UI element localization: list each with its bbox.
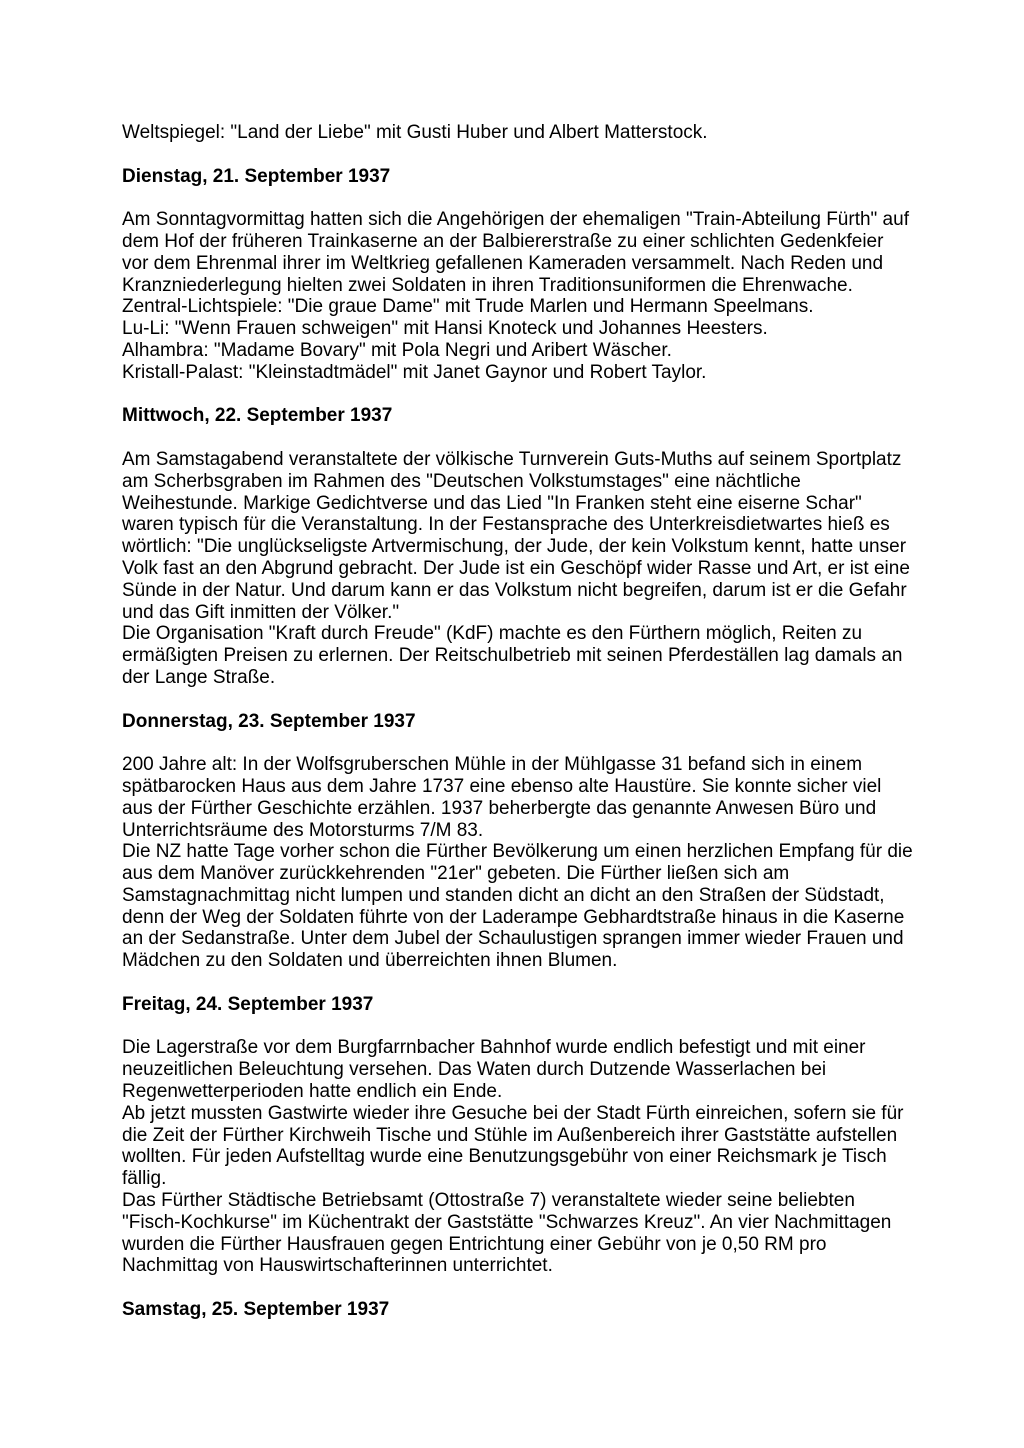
date-heading: Mittwoch, 22. September 1937 [122,405,393,427]
paragraph [122,209,914,383]
date-heading: Freitag, 24. September 1937 [122,993,374,1015]
text-line: Die NZ hatte Tage vorher schon die Fürther Bevölkerung um einen herzlichen Empfang für die aus dem Manöver zurückkehrenden "21er" gebeten. Die Fürther ließen sich am Samstagnachmittag nicht lumpen und standen dicht an dicht an den Straßen der Südstadt, denn der Weg der Soldaten führte von der Laderampe Gebhardtstraße hinaus in die Kaserne an der Sedanstraße. Unter dem Jubel der Schaulustigen sprangen immer wieder Frauen und Mädchen zu den Soldaten und überreichten ihnen Blumen. [122,841,913,972]
text-line: Am Samstagabend veranstaltete der völkische Turnverein Guts-Muths auf seinem Sportplatz am Scherbsgraben im Rahmen des "Deutschen Volkstumstages" eine nächtliche Weihestunde. Markige Gedichtverse und das Lied "In Franken steht eine eiserne Schar" waren typisch für die Veranstaltung. In der Festansprache des Unterkreisdietwartes hieß es wörtlich: "Die unglückseligste Artvermischung, der Jude, der kein Volkstum kennt, hatte unser Volk fast an den Abgrund gebracht. Der Jude ist ein Geschöpf wider Rasse und Art, er ist eine Sünde in der Natur. Und darum kann er das Volkstum nicht begreifen, darum ist er die Gefahr und das Gift inmitten der Völker." [122,448,910,623]
text-line: Am Sonntagvormittag hatten sich die Angehörigen der ehemaligen "Train-Abteilung Fürth" auf dem Hof der früheren Trainkaserne an der Balbiererstraße zu einer schlichten Gedenkfeier vor dem Ehrenmal ihrer im Weltkrieg gefallenen Kameraden versammelt. Nach Reden und Kranzniederlegung hielten zwei Soldaten in ihren Traditionsuniformen die Ehrenwache. [122,209,909,296]
text-line: Kristall-Palast: "Kleinstadtmädel" mit Janet Gaynor und Robert Taylor. [122,361,707,383]
text-line: Die Lagerstraße vor dem Burgfarrnbacher Bahnhof wurde endlich befestigt und mit einer neuzeitlichen Beleuchtung versehen. Das Waten durch Dutzende Wasserlachen bei Regenwetterperioden hatte endlich ein Ende. [122,1037,866,1103]
paragraph [122,1037,914,1277]
document-content [122,122,914,1343]
date-heading: Samstag, 25. September 1937 [122,1299,390,1321]
text-line: Das Fürther Städtische Betriebsamt (Ottostraße 7) veranstaltete wieder seine beliebten "Fisch-Kochkurse" im Küchentrakt der Gaststätte "Schwarzes Kreuz". An vier Nachmittagen wurden die Fürther Hausfrauen gegen Entrichtung einer Gebühr von je 0,50 RM pro Nachmittag von Hauswirtschafterinnen unterrichtet. [122,1190,892,1277]
date-heading: Donnerstag, 23. September 1937 [122,710,416,732]
text-line: Lu-Li: "Wenn Frauen schweigen" mit Hansi Knoteck und Johannes Heesters. [122,318,768,340]
text-line: Zentral-Lichtspiele: "Die graue Dame" mit Trude Marlen und Hermann Speelmans. [122,296,814,318]
paragraph [122,122,914,144]
text-line: Ab jetzt mussten Gastwirte wieder ihre Gesuche bei der Stadt Fürth einreichen, sofern sie für die Zeit der Fürther Kirchweih Tische und Stühle im Außenbereich ihrer Gaststätte aufstellen wollten. Für jeden Aufstelltag wurde eine Benutzungsgebühr von einer Reichsmark je Tisch fällig. [122,1102,904,1190]
text-line: Weltspiegel: "Land der Liebe" mit Gusti Huber und Albert Matterstock. [122,122,708,143]
paragraph [122,449,914,689]
paragraph [122,754,914,972]
text-line: Alhambra: "Madame Bovary" mit Pola Negri und Aribert Wäscher. [122,339,672,361]
date-heading: Dienstag, 21. September 1937 [122,165,391,187]
text-line: 200 Jahre alt: In der Wolfsgruberschen Mühle in der Mühlgasse 31 befand sich in einem spätbarocken Haus aus dem Jahre 1737 eine ebenso alte Haustüre. Sie konnte sicher viel aus der Fürther Geschichte erzählen. 1937 beherbergte das genannte Anwesen Büro und Unterrichtsräume des Motorsturms 7/M 83. [122,754,882,841]
text-line: Die Organisation "Kraft durch Freude" (KdF) machte es den Fürthern möglich, Reiten zu ermäßigten Preisen zu erlernen. Der Reitschulbetrieb mit seinen Pferdeställen lag damals an der Lange Straße. [122,623,903,688]
